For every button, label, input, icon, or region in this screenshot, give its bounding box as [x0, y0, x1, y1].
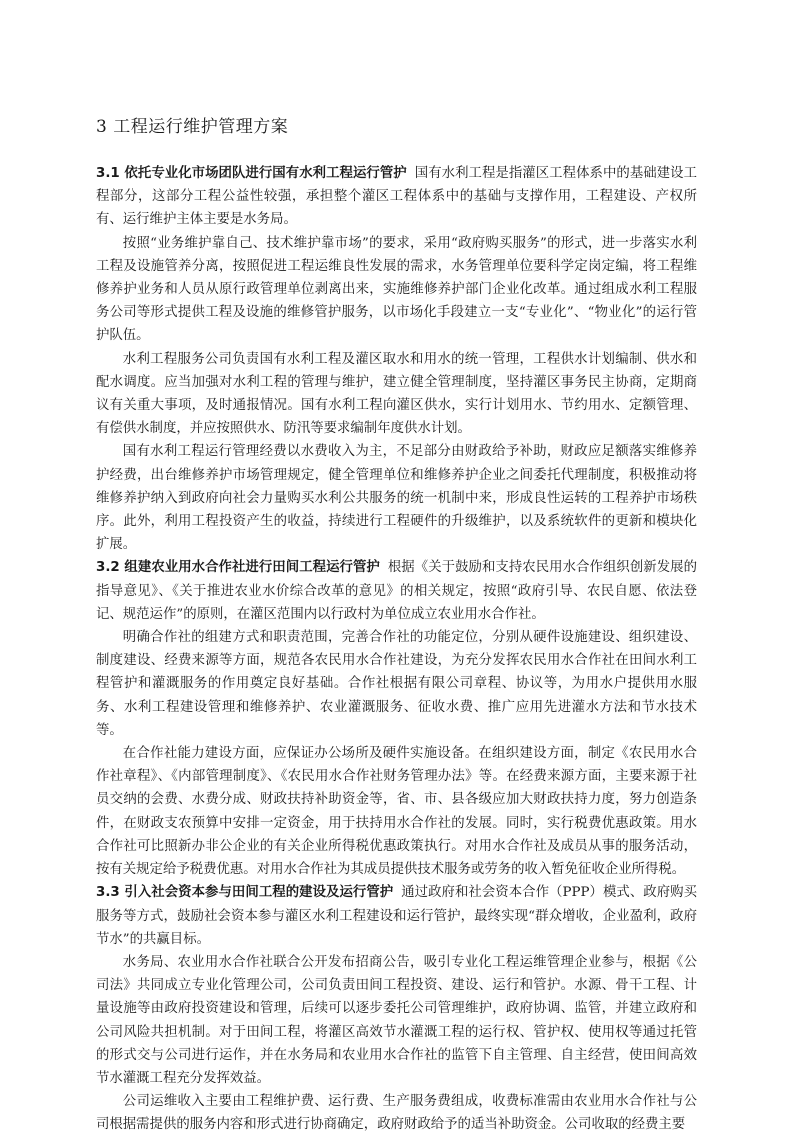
paragraph: 水务局、农业用水合作社联合公开发布招商公告，吸引专业化工程运维管理企业参与，根据《公司法》共同成立专业化管理公司，公司负责田间工程投资、建设、运行和管护。水源、骨干工程、计量设施等由政府投资建设和管理，后续可以逐步委托公司管理维护，政府协调、监管，并建立政府和公司风险共担机制。对于田间工程，将灌区高效节水灌溉工程的运行权、管护权、使用权等通过托管的形式交与公司进行运作，并在水务局和农业用水合作社的监管下自主管理、自主经营，使田间高效节水灌溉工程充分发挥效益。 [96, 954, 697, 1086]
paragraph-text: 通过政府和社会资本合作（PPP）模式、政府购买服务等方式，鼓励社会资本参与灌区水利工程建设和运行管护，最终实现“群众增收，企业盈利，政府节水”的共赢目标。 [96, 885, 697, 947]
subsection-heading: 3.2 组建农业用水合作社进行田间工程运行管护 [96, 560, 380, 576]
paragraph: 国有水利工程运行管理经费以水费收入为主，不足部分由财政给予补助，财政应足额落实维修养护经费，出台维修养护市场管理规定，健全管理单位和维修养护企业之间委托代理制度，积极推动将维修养护纳入到政府向社会力量购买水利公共服务的统一机制中来，形成良性运转的工程养护市场秩序。此外，利用工程投资产生的收益，持续进行工程硬件的升级维护，以及系统软件的更新和模块化扩展。 [96, 444, 697, 553]
paragraph: 公司运维收入主要由工程维护费、运行费、生产服务费组成，收费标准需由农业用水合作社与公司根据需提供的服务内容和形式进行协商确定，政府财政给予的适当补助资金。公司收取的经费主要 [96, 1094, 697, 1133]
subsection-heading: 3.3 引入社会资本参与田间工程的建设及运行管护 [96, 885, 394, 901]
paragraph-text: 根据《关于鼓励和支持农民用水合作组织创新发展的指导意见》、《关于推进农业水价综合改革的意见》的相关规定，按照“政府引导、农民自愿、依法登记、规范运作”的原则，在灌区范围内以行政村为单位成立农业用水合作社。 [96, 560, 697, 622]
paragraph: 按照“业务维护靠自己、技术维护靠市场”的要求，采用“政府购买服务”的形式，进一步落实水利工程及设施管养分离，按照促进工程运维良性发展的需求，水务管理单位要科学定岗定编，将工程维修养护业务和人员从原行政管理单位剥离出来，实施维修养护部门企业化改革。通过组成水利工程服务公司等形式提供工程及设施的维修管护服务，以市场化手段建立一支“专业化”、“物业化”的运行管护队伍。 [96, 235, 697, 344]
paragraph: 明确合作社的组建方式和职责范围，完善合作社的功能定位，分别从硬件设施建设、组织建设、制度建设、经费来源等方面，规范各农民用水合作社建设，为充分发挥农民用水合作社在田间水利工程管护和灌溉服务的作用奠定良好基础。合作社根据有限公司章程、协议等，为用水户提供用水服务、水利工程建设管理和维修养护、农业灌溉服务、征收水费、推广应用先进灌水方法和节水技术等。 [96, 630, 697, 738]
section-3-1-intro [96, 162, 697, 232]
section-title: 3 工程运行维护管理方案 [96, 117, 289, 137]
subsection-heading: 3.1 依托专业化市场团队进行国有水利工程运行管护 [96, 166, 407, 181]
paragraph-text: 国有水利工程是指灌区工程体系中的基础建设工程部分，这部分工程公益性较强，承担整个灌区工程体系中的基础与支撑作用，工程建设、产权所有、运行维护主体主要是水务局。 [96, 166, 698, 228]
paragraph: 水利工程服务公司负责国有水利工程及灌区取水和用水的统一管理，工程供水计划编制、供水和配水调度。应当加强对水利工程的管理与维护，建立健全管理制度，坚持灌区事务民主协商，定期商议有关重大事项，及时通报情况。国有水利工程向灌区供水，实行计划用水、节约用水、定额管理、有偿供水制度，并应按照供水、防汛等要求编制年度供水计划。 [96, 351, 697, 437]
section-3-2-intro [96, 556, 697, 626]
paragraph: 在合作社能力建设方面，应保证办公场所及硬件实施设备。在组织建设方面，制定《农民用水合作社章程》、《内部管理制度》、《农民用水合作社财务管理办法》等。在经费来源方面，主要来源于社员交纳的会费、水费分成、财政扶持补助资金等，省、市、县各级应加大财政扶持力度，努力创造条件，在财政支农预算中安排一定资金，用于扶持用水合作社的发展。同时，实行税费优惠政策。用水合作社可比照新办非公企业的有关企业所得税优惠政策执行。对用水合作社及成员从事的服务活动，按有关规定给予税费优惠。对用水合作社为其成员提供技术服务或劳务的收入暂免征收企业所得税。 [96, 746, 697, 878]
section-3-3-intro [96, 881, 697, 951]
